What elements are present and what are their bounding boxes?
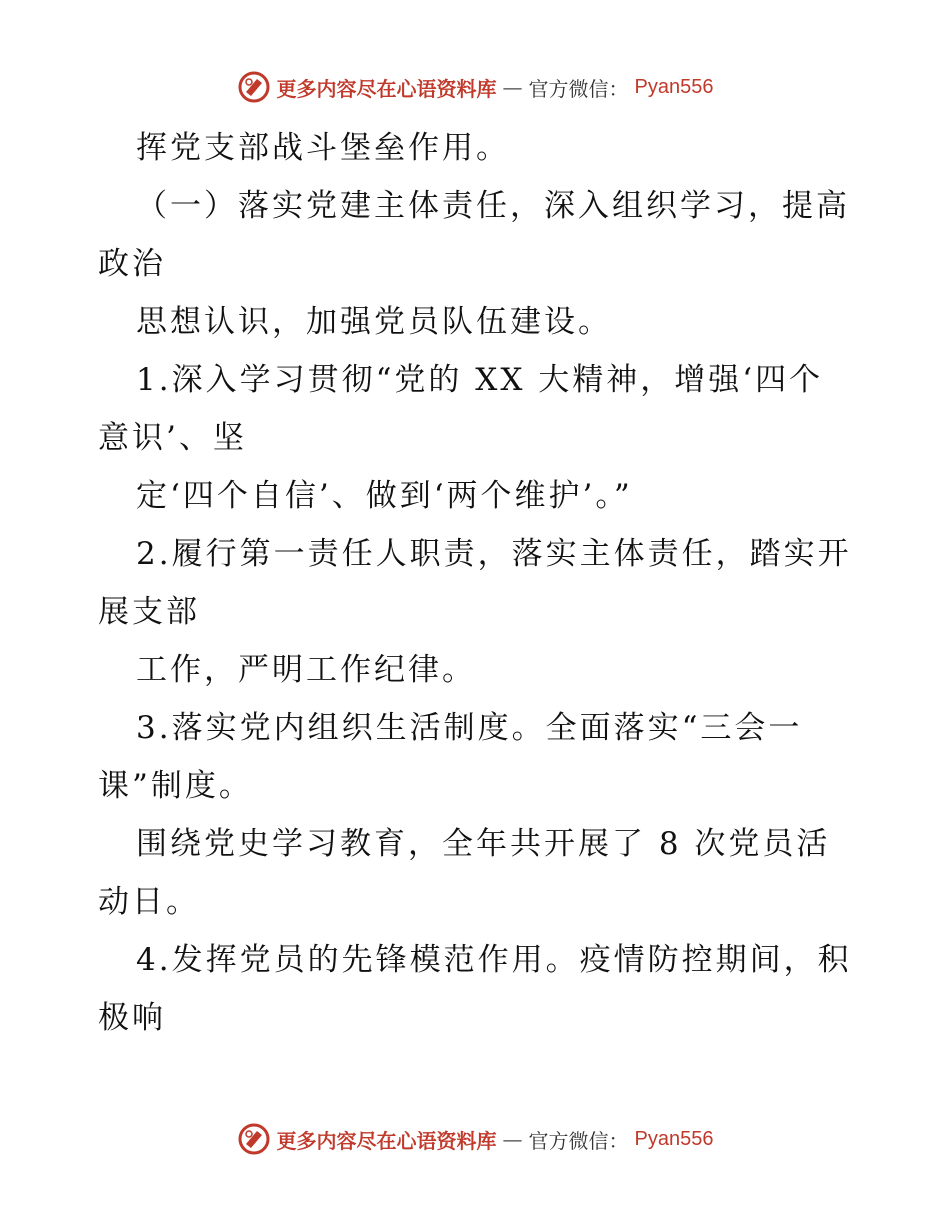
brand-logo-icon <box>237 1122 271 1156</box>
list-item: 1.深入学习贯彻“党的 XX 大精神，增强‘四个 <box>136 362 824 398</box>
body-line: 展支部 <box>98 594 200 630</box>
header-banner <box>0 70 950 104</box>
footer-wechat-label: 官方微信： <box>528 1128 629 1153</box>
body-line: 极响 <box>98 1000 166 1036</box>
footer-wechat-id: Pyan556 <box>634 1127 714 1150</box>
brand-logo-icon <box>237 70 271 104</box>
header-wechat-id: Pyan556 <box>634 75 714 98</box>
section-heading: （一）落实党建主体责任，深入组织学习，提高 <box>136 188 850 224</box>
list-item: 4.发挥党员的先锋模范作用。疫情防控期间，积 <box>136 942 852 978</box>
body-line: 政治 <box>98 246 166 282</box>
footer-dash: — <box>502 1127 523 1151</box>
body-line: 工作，严明工作纪律。 <box>136 652 476 688</box>
body-line: 挥党支部战斗堡垒作用。 <box>136 130 510 166</box>
footer-banner <box>0 1122 950 1156</box>
header-brand-text: 更多内容尽在心语资料库 <box>276 76 497 101</box>
header-dash: — <box>502 75 523 99</box>
list-item: 3.落实党内组织生活制度。全面落实“三会一 <box>136 710 803 746</box>
footer-brand-text: 更多内容尽在心语资料库 <box>276 1128 497 1153</box>
body-line: 围绕党史学习教育，全年共开展了 8 次党员活 <box>136 826 831 862</box>
body-line: 课”制度。 <box>98 768 253 804</box>
list-item: 2.履行第一责任人职责，落实主体责任，踏实开 <box>136 536 852 572</box>
body-line: 定‘四个自信’、做到‘两个维护’。” <box>136 478 633 514</box>
body-line: 思想认识，加强党员队伍建设。 <box>136 304 612 340</box>
body-line: 动日。 <box>98 884 200 920</box>
header-wechat-label: 官方微信： <box>528 76 629 101</box>
body-line: 意识’、坚 <box>98 420 247 456</box>
